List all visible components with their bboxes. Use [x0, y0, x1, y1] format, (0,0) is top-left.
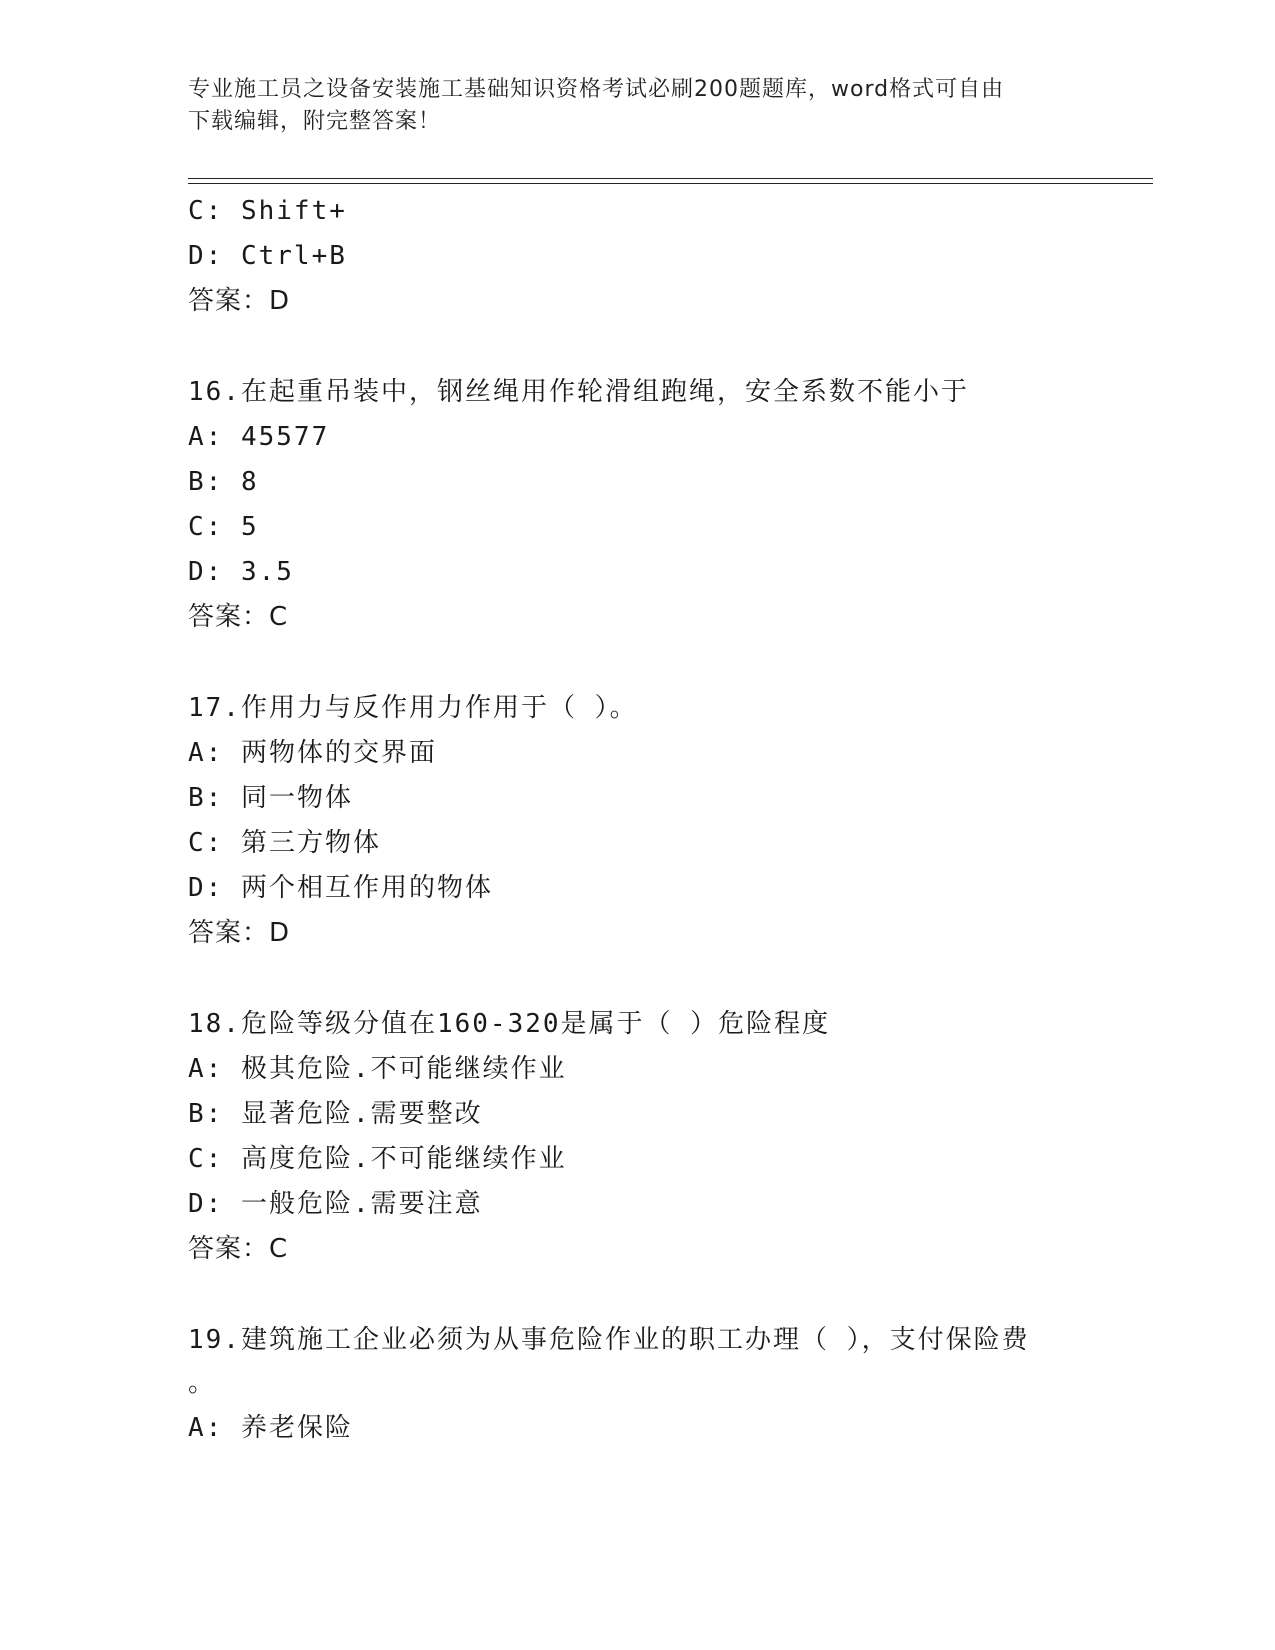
q15-answer: 答案：D: [188, 286, 291, 316]
q17-option-a: A: 两物体的交界面: [188, 738, 437, 768]
header-line-2: 下载编辑，附完整答案！: [188, 109, 442, 134]
q16-answer: 答案：C: [188, 602, 289, 632]
header-divider-bottom: [188, 183, 1153, 184]
header-line-1: 专业施工员之设备安装施工基础知识资格考试必刷200题题库，word格式可自由: [188, 77, 1005, 102]
document-header: [188, 74, 1068, 138]
q16-option-c: C: 5: [188, 512, 259, 542]
q15-option-d: D: Ctrl+B: [188, 241, 347, 271]
q18-option-c: C: 高度危险.不可能继续作业: [188, 1144, 567, 1174]
q16-option-d: D: 3.5: [188, 557, 294, 587]
q16-option-a: A: 45577: [188, 422, 330, 452]
q19-question-continuation: 。: [188, 1368, 217, 1398]
q18-option-d: D: 一般危险.需要注意: [188, 1189, 483, 1219]
q17-question: 17.作用力与反作用力作用于（ ）。: [188, 693, 638, 723]
q17-option-c: C: 第三方物体: [188, 828, 381, 858]
q18-question: 18.危险等级分值在160-320是属于（ ）危险程度: [188, 1009, 831, 1039]
header-divider-top: [188, 178, 1153, 179]
q16-option-b: B: 8: [188, 467, 259, 497]
q18-answer: 答案：C: [188, 1234, 289, 1264]
q15-option-c: C: Shift+: [188, 196, 347, 226]
q18-option-a: A: 极其危险.不可能继续作业: [188, 1054, 567, 1084]
q16-question: 16.在起重吊装中，钢丝绳用作轮滑组跑绳，安全系数不能小于: [188, 377, 969, 407]
q17-option-b: B: 同一物体: [188, 783, 353, 813]
q18-option-b: B: 显著危险.需要整改: [188, 1099, 483, 1129]
q19-question: 19.建筑施工企业必须为从事危险作业的职工办理（ ），支付保险费: [188, 1325, 1030, 1355]
q17-answer: 答案：D: [188, 918, 291, 948]
q19-option-a: A: 养老保险: [188, 1413, 353, 1443]
q17-option-d: D: 两个相互作用的物体: [188, 873, 493, 903]
